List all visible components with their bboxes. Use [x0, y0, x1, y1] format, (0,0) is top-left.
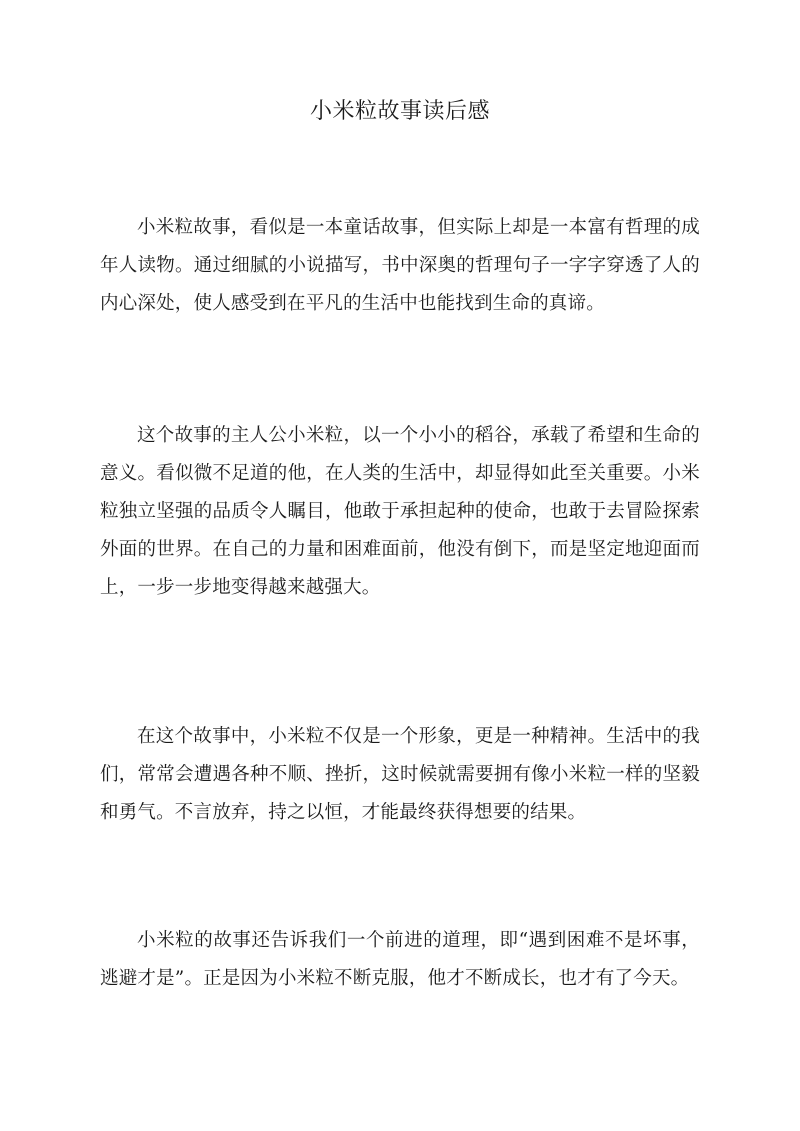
paragraph-1: 小米粒故事，看似是一本童话故事，但实际上却是一本富有哲理的成年人读物。通过细腻的小说描写，书中深奥的哲理句子一字字穿透了人的内心深处，使人感受到在平凡的生活中也能找到生命的真谛。: [100, 217, 700, 314]
paragraph-3: 在这个故事中，小米粒不仅是一个形象，更是一种精神。生活中的我们，常常会遭遇各种不顺、挫折，这时候就需要拥有像小米粒一样的坚毅和勇气。不言放弃，持之以恒，才能最终获得想要的结果。: [100, 726, 700, 823]
page-title: 小米粒故事读后感: [309, 99, 490, 124]
paragraph-4: 小米粒的故事还告诉我们一个前进的道理，即“遇到困难不是坏事，逃避才是”。正是因为小米粒不断克服，他才不断成长，也才有了今天。: [100, 930, 700, 989]
paragraph-2: 这个故事的主人公小米粒，以一个小小的稻谷，承载了希望和生命的意义。看似微不足道的他，在人类的生活中，却显得如此至关重要。小米粒独立坚强的品质令人瞩目，他敢于承担起种的使命，也敢于去冒险探索外面的世界。在自己的力量和困难面前，他没有倒下，而是坚定地迎面而上，一步一步地变得越来越强大。: [100, 425, 700, 598]
